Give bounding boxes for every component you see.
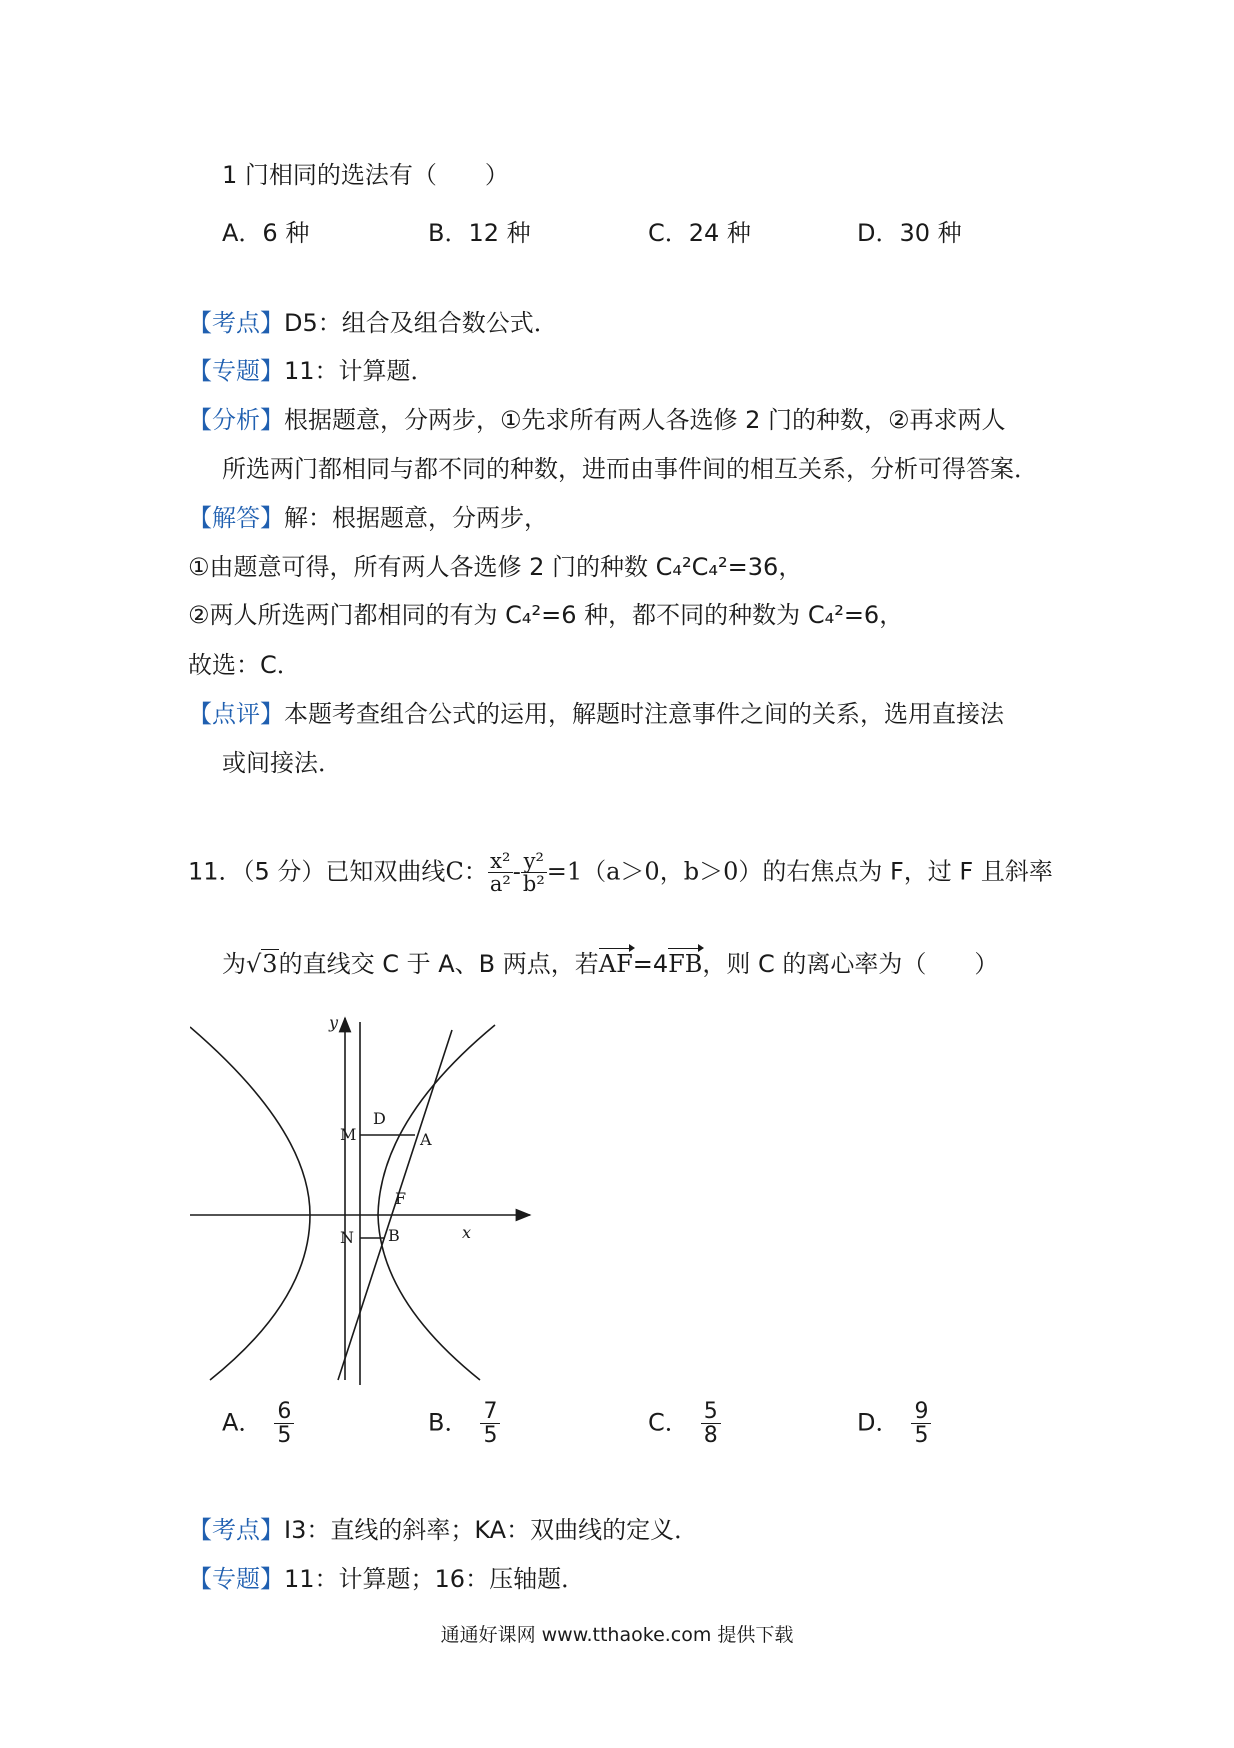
- q10-dianping-tag: 【点评】: [188, 700, 284, 728]
- q11-vector-af: AF: [598, 950, 633, 978]
- q10-jieda-tag: 【解答】: [188, 504, 284, 532]
- q11-curve-name: C：: [445, 857, 488, 886]
- q11-sqrt: √3: [246, 950, 278, 978]
- q11-option-b-letter: B．: [428, 1408, 469, 1437]
- q10-step2-math1: C₄²=6 种，: [505, 601, 633, 629]
- figure-label-f: F: [395, 1189, 407, 1208]
- q11-option-c: [648, 1400, 721, 1447]
- q10-fenxi-line2: 所选两门都相同与都不同的种数，进而由事件间的相互关系，分析可得答案．: [222, 455, 1038, 483]
- q11-stem-line1: [188, 850, 1053, 895]
- q11-line2-pre: 为: [222, 950, 246, 978]
- q11-zhuanti-tag: 【专题】: [188, 1565, 284, 1593]
- q11-option-c-den: 8: [701, 1423, 721, 1447]
- q10-fenxi-tag: 【分析】: [188, 406, 284, 434]
- page-footer: 通通好课网 www.tthaoke.com 提供下载: [440, 1624, 794, 1646]
- q11-kaodian: [188, 1518, 698, 1542]
- q11-zhuanti-text: 11：计算题；16：压轴题．: [284, 1565, 586, 1593]
- q11-option-a-frac: [274, 1400, 294, 1447]
- q11-option-b-num: 7: [483, 1399, 498, 1424]
- q11-line1-tail: 的右焦点为 F，过 F 且斜率: [762, 857, 1053, 886]
- q11-option-b-den: 5: [480, 1423, 500, 1447]
- q11-option-b-frac: [480, 1400, 500, 1447]
- q11-option-d-num: 9: [914, 1399, 929, 1424]
- figure-label-n: N: [340, 1228, 354, 1247]
- figure-label-m: M: [340, 1125, 357, 1144]
- figure-label-x: x: [462, 1223, 472, 1242]
- q11-option-a-den: 5: [274, 1423, 294, 1447]
- q10-fenxi: [188, 408, 1006, 432]
- q11-kaodian-text: I3：直线的斜率；KA：双曲线的定义．: [284, 1516, 699, 1544]
- q11-eq-rhs: =1（a＞0，b＞0）: [546, 857, 763, 886]
- q10-step1-text: ①由题意可得，所有两人各选修 2 门的种数: [188, 553, 656, 581]
- q10-jieda: [188, 506, 548, 530]
- q11-eq-x-den: a²: [489, 872, 511, 897]
- q10-step1: [188, 555, 802, 579]
- q11-eq-y-num: y²: [523, 849, 544, 873]
- q10-zhuanti-text: 11：计算题．: [284, 357, 435, 385]
- q11-option-d: [857, 1400, 931, 1447]
- q10-step2-mid: 都不同的种数为: [632, 601, 808, 629]
- q10-option-c: C．24 种: [648, 219, 751, 247]
- q11-option-d-den: 5: [911, 1423, 931, 1447]
- q10-zhuanti: [188, 359, 435, 383]
- q11-line2-mid: 的直线交 C 于 A、B 两点，若: [278, 950, 599, 978]
- q10-step1-math: C₄²C₄²=36，: [655, 553, 803, 581]
- q11-option-a-num: 6: [277, 1399, 292, 1424]
- q10-step2-text: ②两人所选两门都相同的有为: [188, 601, 506, 629]
- q11-option-a-letter: A．: [222, 1408, 263, 1437]
- q11-eq-y-frac: [521, 850, 547, 895]
- q11-stem-line2: [222, 952, 998, 976]
- q10-fenxi-line1: 根据题意，分两步，①先求所有两人各选修 2 门的种数，②再求两人: [284, 406, 1006, 434]
- q11-line2-tail: ，则 C 的离心率为（ ）: [702, 950, 999, 978]
- q10-dianping-line2: 或间接法．: [222, 749, 342, 777]
- q11-eq-x-num: x²: [490, 849, 511, 873]
- q11-option-c-frac: [701, 1400, 721, 1447]
- q10-kaodian-text: D5：组合及组合数公式．: [284, 309, 558, 337]
- q10-guxuan: 故选：C．: [188, 651, 301, 679]
- q10-jieda-text: 解：根据题意，分两步，: [284, 504, 548, 532]
- q11-eq-y-den: b²: [522, 872, 545, 897]
- q10-dianping: [188, 702, 1004, 726]
- figure-label-d: D: [373, 1109, 386, 1128]
- q11-option-c-letter: C．: [648, 1408, 689, 1437]
- q10-step2-math2: C₄²=6，: [807, 601, 904, 629]
- q10-option-b: B．12 种: [428, 219, 531, 247]
- q10-option-a: A．6 种: [222, 219, 310, 247]
- q10-kaodian: [188, 311, 558, 335]
- q10-kaodian-tag: 【考点】: [188, 309, 284, 337]
- q11-vector-fb: FB: [668, 950, 703, 978]
- q10-option-d: D．30 种: [857, 219, 962, 247]
- figure-label-b: B: [388, 1226, 400, 1245]
- q11-option-d-letter: D．: [857, 1408, 900, 1437]
- q11-option-d-frac: [911, 1400, 931, 1447]
- q11-number: 11．（5 分）已知双曲线: [188, 857, 446, 886]
- figure-label-y: y: [329, 1013, 339, 1032]
- q11-option-b: [428, 1400, 500, 1447]
- figure-label-a: A: [420, 1130, 432, 1149]
- hyperbola-left-branch: [190, 1027, 310, 1380]
- q10-stem-tail: 1 门相同的选法有（ ）: [222, 161, 509, 189]
- hyperbola-figure: [190, 1010, 550, 1390]
- q11-option-a: [222, 1400, 294, 1447]
- q11-option-c-num: 5: [703, 1399, 718, 1424]
- q11-kaodian-tag: 【考点】: [188, 1516, 284, 1544]
- q11-eq-x-frac: [488, 850, 513, 895]
- q11-sqrt-radicand: 3: [262, 950, 278, 978]
- q10-step2: [188, 603, 903, 627]
- q11-eq-minus: -: [512, 857, 521, 886]
- q10-dianping-line1: 本题考查组合公式的运用，解题时注意事件之间的关系，选用直接法: [284, 700, 1004, 728]
- q11-zhuanti: [188, 1567, 585, 1591]
- q10-zhuanti-tag: 【专题】: [188, 357, 284, 385]
- q11-vector-eq: =4: [632, 950, 669, 978]
